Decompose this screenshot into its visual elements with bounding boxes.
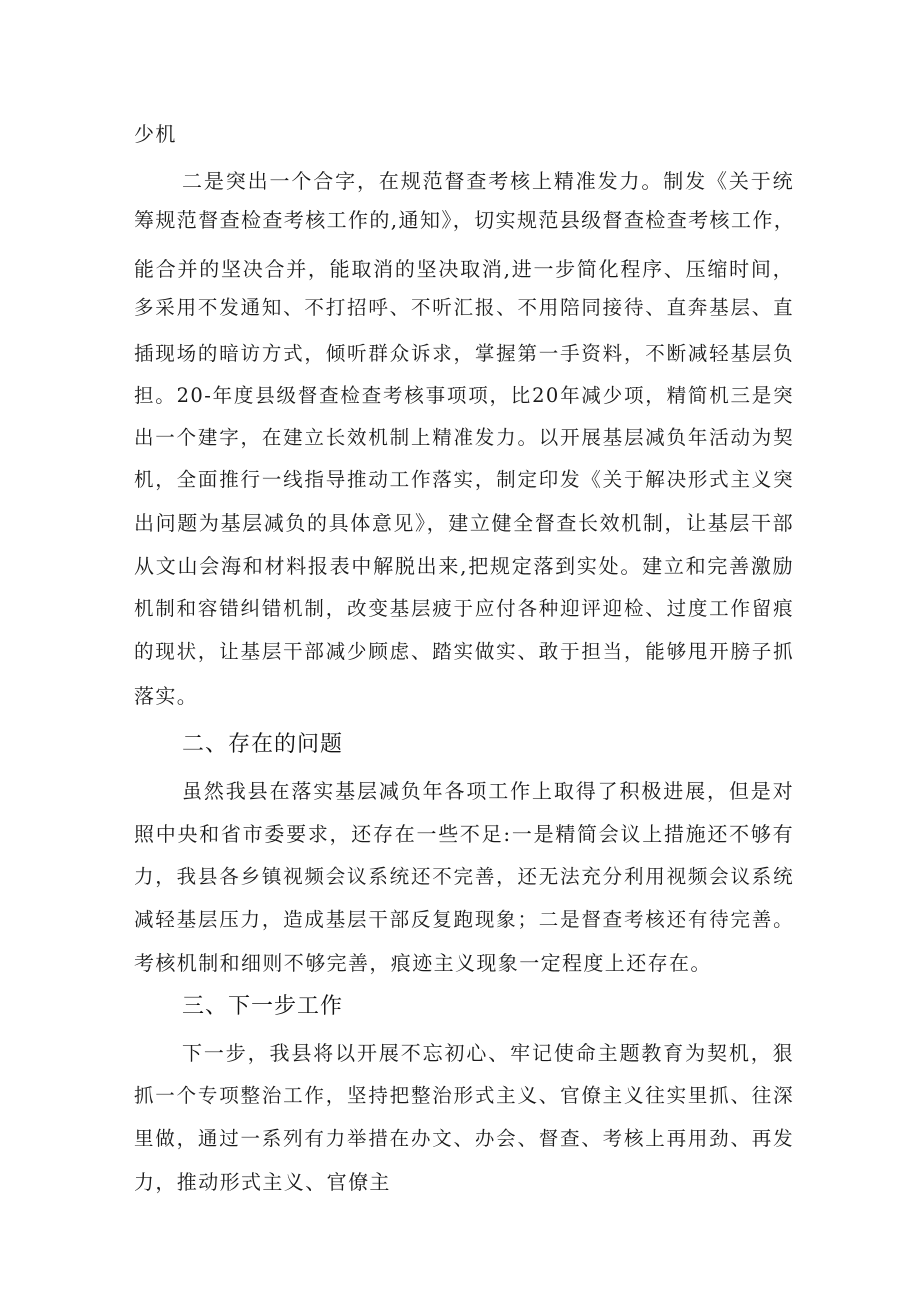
paragraph-line: 机，全面推行一线指导推动工作落实，制定印发《关于解决形式主义突 [134,468,794,491]
paragraph-line: 多采用不发通知、不打招呼、不听汇报、不用陪同接待、直奔基层、直 [134,296,794,319]
paragraph-line: 抓一个专项整治工作，坚持把整治形式主义、官僚主义往实里抓、往深 [134,1084,794,1107]
paragraph-line: 减轻基层压力，造成基层干部反复跑现象；二是督查考核还有待完善。 [134,908,794,931]
paragraph-line: 筹规范督查检查考核工作的,通知》，切实规范县级督查检查考核工作， [134,208,796,232]
paragraph-line: 里做，通过一系列有力举措在办文、办会、督查、考核上再用劲、再发 [134,1127,794,1150]
paragraph-line: 虽然我县在落实基层减负年各项工作上取得了积极进展，但是对 [182,779,794,803]
paragraph-line: 下一步，我县将以开展不忘初心、牢记使命主题教育为契机，狠 [182,1041,794,1065]
paragraph-line: 出一个建字，在建立长效机制上精准发力。以开展基层减负年活动为契 [134,426,794,449]
paragraph-line: 担。20-年度县级督查检查考核事项项，比20年减少项，精简机三是突 [134,384,794,407]
paragraph-line: 力，我县各乡镇视频会议系统还不完善，还无法充分利用视频会议系统 [134,865,794,888]
paragraph-line: 力，推动形式主义、官僚主 [134,1170,391,1194]
paragraph-line: 考核机制和细则不够完善，痕迹主义现象一定程度上还存在。 [134,951,712,975]
section-heading: 二、存在的问题 [182,732,344,757]
paragraph-line: 出问题为基层减负的具体意见》，建立健全督查长效机制，让基层干部 [134,511,794,535]
paragraph-line: 能合并的坚决合并，能取消的坚决取消,进一步简化程序、压缩时间， [134,257,794,281]
paragraph-line: 照中央和省市委要求，还存在一些不足:一是精简会议上措施还不够有 [134,822,794,846]
paragraph-line: 插现场的暗访方式，倾听群众诉求，掌握第一手资料，不断减轻基层负 [134,342,794,365]
paragraph-line: 少机 [134,122,177,146]
section-heading: 三、下一步工作 [182,994,344,1019]
paragraph-line: 二是突出一个合字，在规范督查考核上精准发力。制发《关于统 [182,169,794,193]
paragraph-line: 落实。 [134,684,199,708]
paragraph-line: 的现状，让基层干部减少顾虑、踏实做实、敢于担当，能够甩开膀子抓 [134,640,794,663]
paragraph-line: 机制和容错纠错机制，改变基层疲于应付各种迎评迎检、过度工作留痕 [134,597,794,620]
paragraph-line: 从文山会海和材料报表中解脱出来,把规定落到实处。建立和完善激励 [134,554,794,578]
